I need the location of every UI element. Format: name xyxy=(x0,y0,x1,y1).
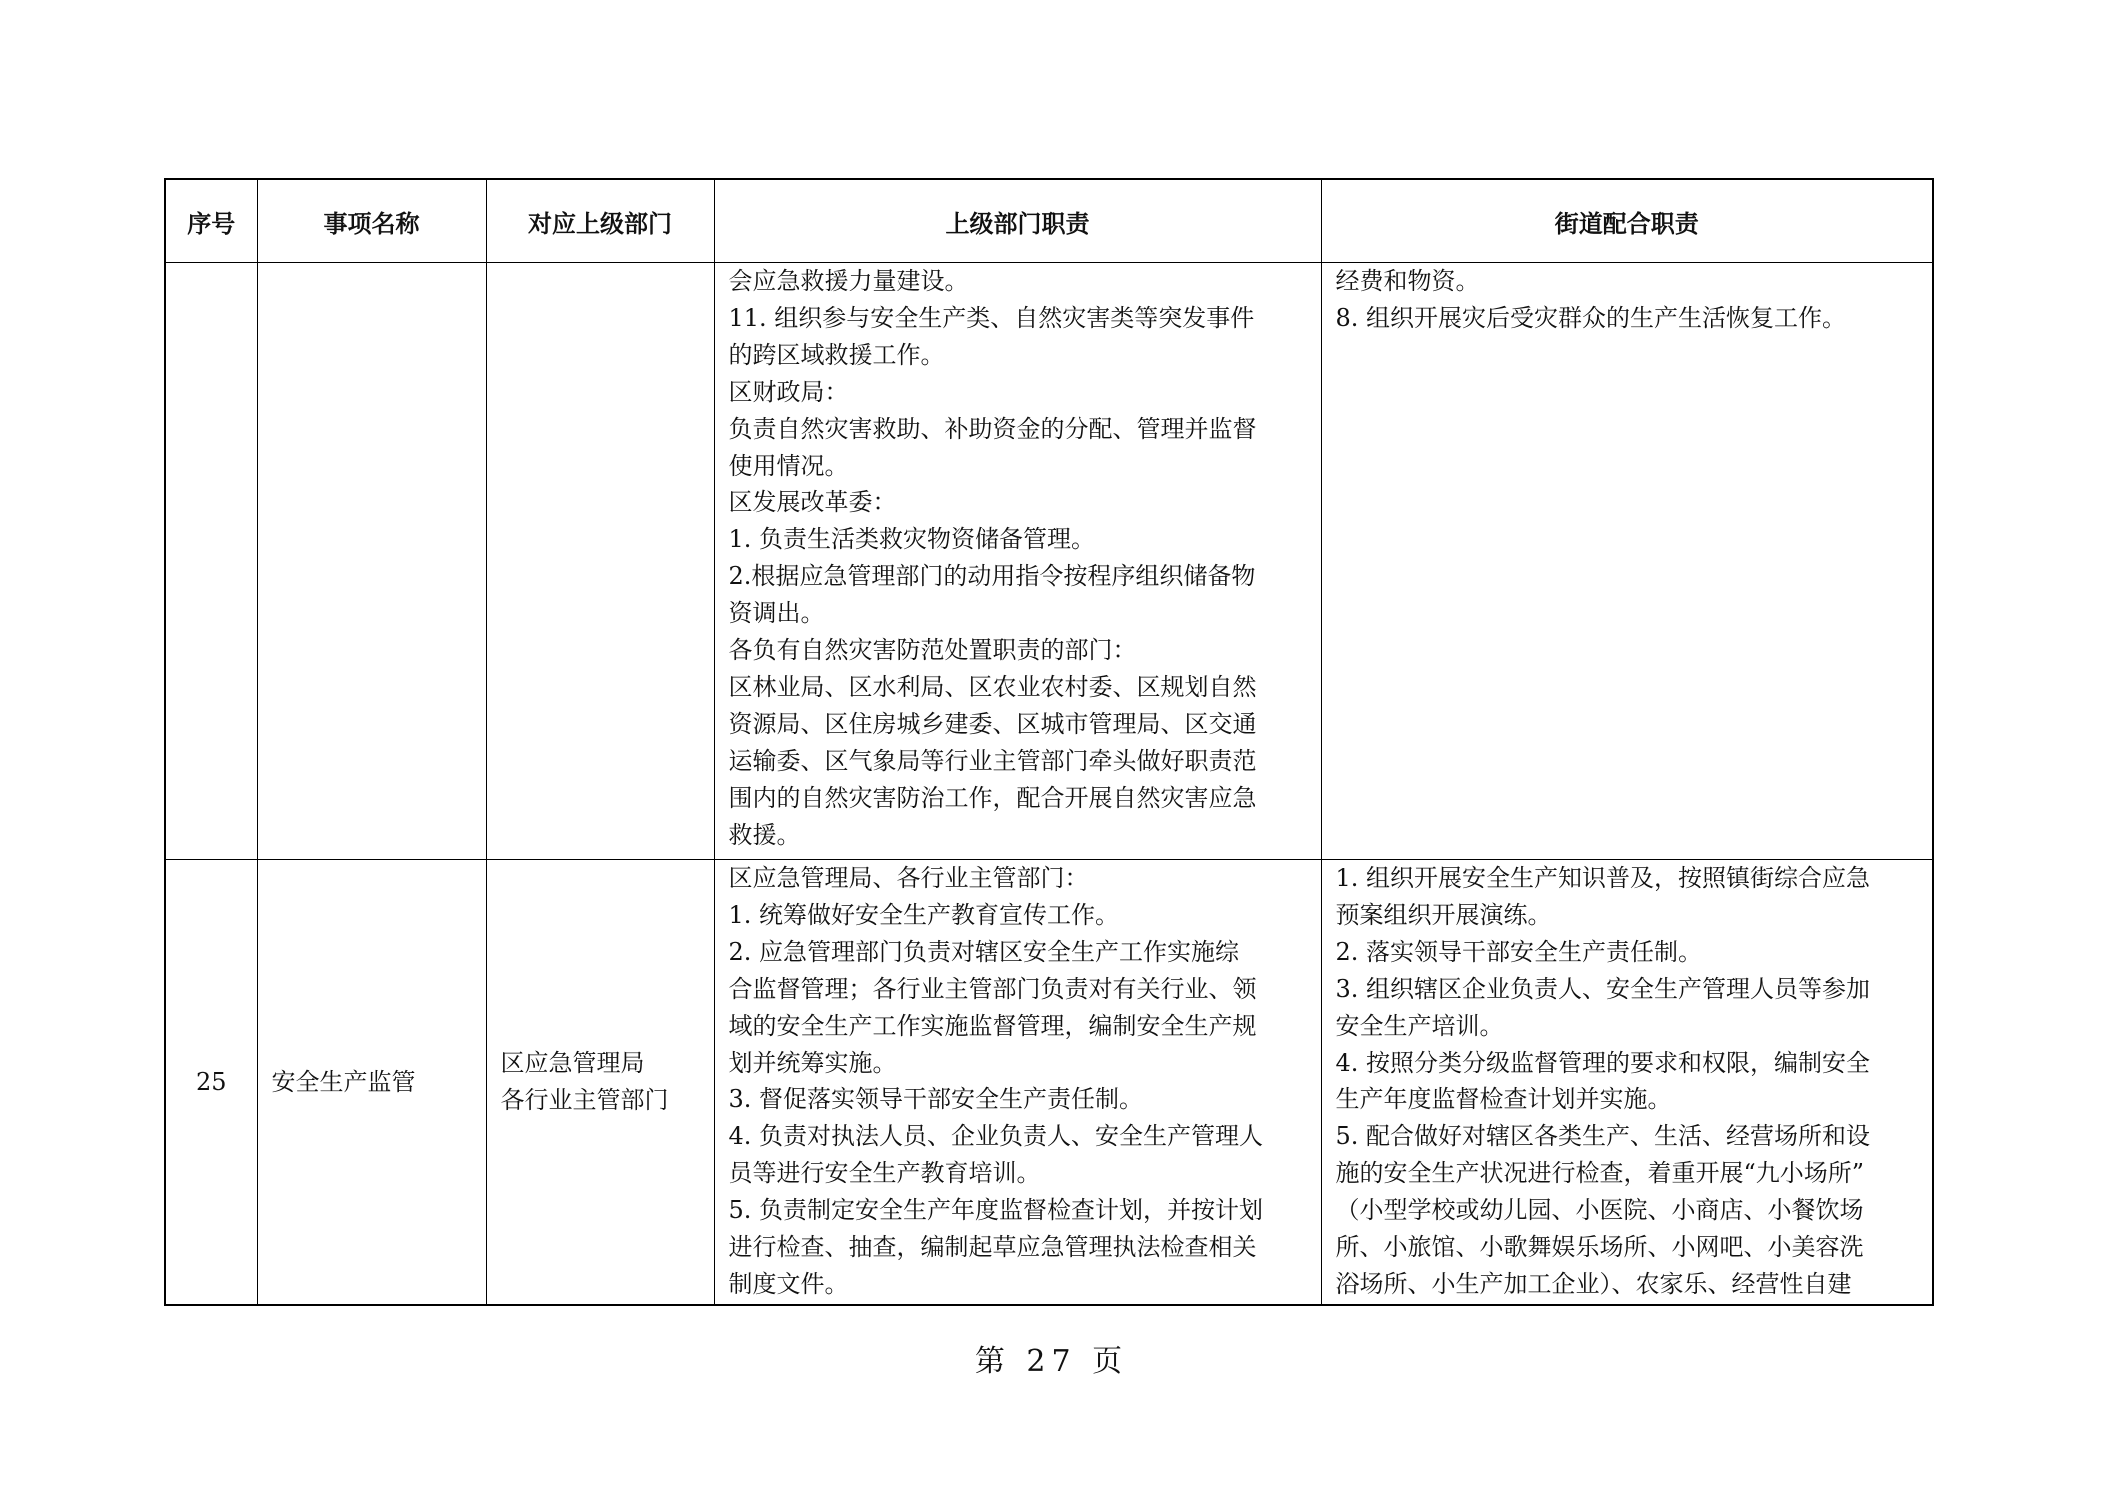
upper-duty-line: 划并统筹实施。 xyxy=(728,1048,897,1077)
upper-duty-line: 4. 负责对执法人员、企业负责人、安全生产管理人 xyxy=(728,1122,1264,1151)
row-dept-cell xyxy=(486,860,714,1306)
street-duty-line: 浴场所、小生产加工企业）、农家乐、经营性自建 xyxy=(1335,1269,1852,1298)
street-duty-line: 1. 组织开展安全生产知识普及，按照镇街综合应急 xyxy=(1335,864,1871,892)
dept-line: 各行业主管部门 xyxy=(500,1086,669,1114)
row-name-cell xyxy=(257,263,486,860)
table-row xyxy=(165,263,1933,860)
table-row xyxy=(165,860,1933,1306)
table-header-row xyxy=(165,179,1933,263)
street-duty-line: 所、小旅馆、小歌舞娱乐场所、小网吧、小美容洗 xyxy=(1335,1233,1864,1262)
upper-duty-line: 3. 督促落实领导干部安全生产责任制。 xyxy=(728,1085,1144,1114)
upper-duty-line: 负责自然灾害救助、补助资金的分配、管理并监督 xyxy=(728,414,1257,443)
header-item-name: 事项名称 xyxy=(257,179,486,263)
upper-duty-line: 进行检查、抽查，编制起草应急管理执法检查相关 xyxy=(728,1233,1257,1262)
upper-duty-line: 员等进行安全生产教育培训。 xyxy=(728,1159,1041,1188)
upper-duty-line: 资源局、区住房城乡建委、区城市管理局、区交通 xyxy=(728,709,1257,738)
street-duty-line: 施的安全生产状况进行检查，着重开展“九小场所” xyxy=(1335,1159,1865,1188)
item-name-text: 安全生产监管 xyxy=(271,1067,416,1096)
street-duty-line: 4. 按照分类分级监督管理的要求和权限，编制安全 xyxy=(1335,1048,1871,1077)
upper-duty-line: 救援。 xyxy=(728,820,801,849)
duty-table xyxy=(164,178,1934,1306)
row-upper-duty-cell xyxy=(714,263,1321,860)
street-duty-line: 3. 组织辖区企业负责人、安全生产管理人员等参加 xyxy=(1335,974,1871,1003)
upper-duty-line: 资调出。 xyxy=(728,599,825,628)
upper-duty-line: 5. 负责制定安全生产年度监督检查计划，并按计划 xyxy=(728,1196,1264,1225)
street-duty-line: （小型学校或幼儿园、小医院、小商店、小餐饮场 xyxy=(1335,1196,1864,1225)
street-duty-line: 生产年度监督检查计划并实施。 xyxy=(1335,1085,1672,1114)
row-upper-duty-cell xyxy=(714,860,1321,1306)
upper-duty-line: 区林业局、区水利局、区农业农村委、区规划自然 xyxy=(728,672,1257,701)
upper-duty-line: 2. 应急管理部门负责对辖区安全生产工作实施综 xyxy=(728,937,1240,966)
row-seq-cell: 25 xyxy=(165,860,257,1306)
header-upper-duty: 上级部门职责 xyxy=(714,179,1321,263)
page-number: 第 27 页 xyxy=(974,1344,1129,1379)
upper-duty-line: 会应急救援力量建设。 xyxy=(728,267,969,295)
upper-duty-line: 使用情况。 xyxy=(728,451,849,480)
upper-duty-line: 区发展改革委： xyxy=(728,488,897,517)
upper-duty-line: 合监督管理；各行业主管部门负责对有关行业、领 xyxy=(728,974,1257,1003)
upper-duty-line: 区应急管理局、各行业主管部门： xyxy=(728,864,1089,892)
upper-duty-line: 运输委、区气象局等行业主管部门牵头做好职责范 xyxy=(728,746,1257,775)
street-duty-line: 预案组织开展演练。 xyxy=(1335,900,1552,929)
upper-duty-line: 制度文件。 xyxy=(728,1269,849,1298)
dept-line: 区应急管理局 xyxy=(500,1049,645,1078)
header-street-duty: 街道配合职责 xyxy=(1321,179,1933,263)
street-duty-line: 5. 配合做好对辖区各类生产、生活、经营场所和设 xyxy=(1335,1122,1871,1151)
upper-duty-line: 11. 组织参与安全生产类、自然灾害类等突发事件 xyxy=(728,303,1255,332)
upper-duty-line: 围内的自然灾害防治工作，配合开展自然灾害应急 xyxy=(728,783,1257,812)
header-upper-dept: 对应上级部门 xyxy=(486,179,714,263)
row-street-duty-cell xyxy=(1321,860,1933,1306)
upper-duty-line: 1. 负责生活类救灾物资储备管理。 xyxy=(728,525,1096,554)
street-duty-line: 经费和物资。 xyxy=(1335,267,1480,295)
street-duty-line: 安全生产培训。 xyxy=(1335,1011,1504,1040)
upper-duty-line: 域的安全生产工作实施监督管理，编制安全生产规 xyxy=(728,1011,1257,1040)
upper-duty-line: 2.根据应急管理部门的动用指令按程序组织储备物 xyxy=(728,562,1256,591)
row-street-duty-cell xyxy=(1321,263,1933,860)
street-duty-line: 2. 落实领导干部安全生产责任制。 xyxy=(1335,937,1703,966)
street-duty-line: 8. 组织开展灾后受灾群众的生产生活恢复工作。 xyxy=(1335,303,1847,332)
row-dept-cell xyxy=(486,263,714,860)
row-name-cell xyxy=(257,860,486,1306)
row-seq-cell xyxy=(165,263,257,860)
header-seq: 序号 xyxy=(165,179,257,263)
upper-duty-line: 的跨区域救援工作。 xyxy=(728,340,945,369)
upper-duty-line: 区财政局： xyxy=(728,377,849,406)
upper-duty-line: 1. 统筹做好安全生产教育宣传工作。 xyxy=(728,900,1120,929)
upper-duty-line: 各负有自然灾害防范处置职责的部门： xyxy=(728,636,1137,665)
